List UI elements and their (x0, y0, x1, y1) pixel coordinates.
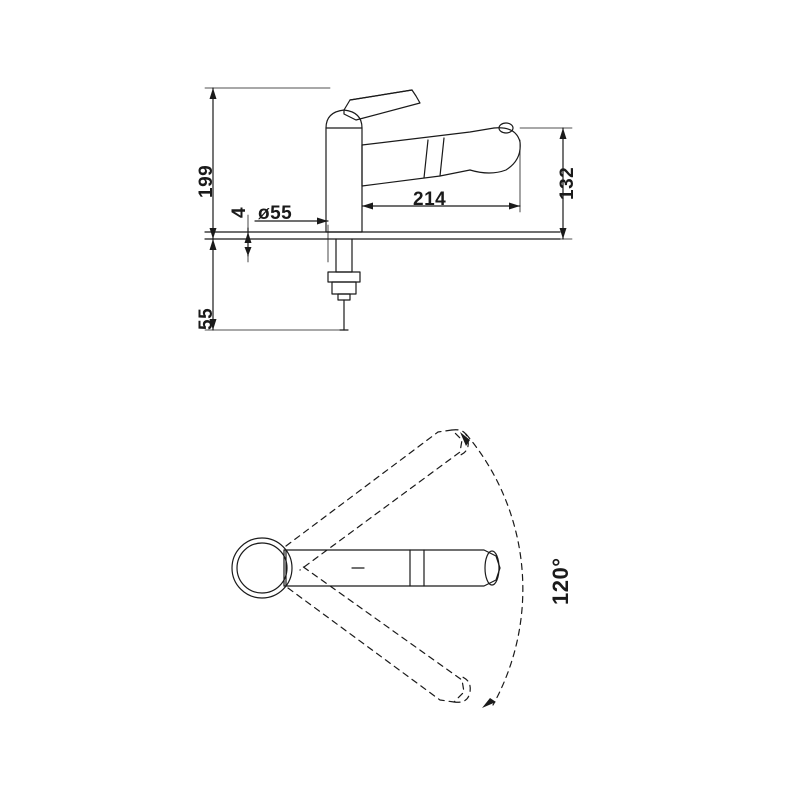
arrow-214-left (362, 203, 373, 210)
tap-shank (336, 239, 352, 272)
arrow-132-top (560, 128, 567, 139)
dim-label-height-total: 199 (196, 164, 217, 198)
pullout-seam-b (440, 138, 444, 176)
ghost-spout-upper (286, 430, 462, 570)
plan-spout-outlet (485, 551, 499, 585)
spout-head (470, 128, 520, 173)
dim-label-tail-length: 55 (196, 307, 217, 330)
plan-body-ring-inner (237, 543, 287, 593)
dim-label-swivel-angle: 120° (548, 557, 573, 605)
plan-body-ring-outer (232, 538, 292, 598)
arrow-199-top (210, 88, 217, 99)
arrow-4-bottom (245, 247, 252, 256)
plan-spout-body (284, 550, 500, 586)
mounting-washer (328, 272, 360, 282)
dim-label-hole-diameter: ø55 (258, 203, 293, 224)
ghost-spout-positions (286, 430, 470, 703)
lever-handle-edge (350, 90, 412, 100)
pullout-seam-a (424, 140, 428, 178)
spout-bottom-edge (362, 170, 470, 186)
arrow-199-bottom (210, 228, 217, 239)
arrow-55-top (210, 239, 217, 250)
top-plan-view (232, 430, 523, 708)
dim-label-spout-height: 132 (557, 166, 578, 200)
arrow-214-right (509, 203, 520, 210)
swivel-arc (466, 434, 523, 705)
tap-body (326, 128, 362, 232)
ghost-spout-lower-head (454, 676, 470, 702)
dim-label-deck-thickness: 4 (229, 206, 250, 218)
arrow-4-top (245, 232, 252, 243)
dim-label-spout-reach: 214 (413, 189, 447, 210)
arrow-132-bottom (560, 228, 567, 239)
mounting-nut (332, 282, 356, 294)
shank-collar (338, 294, 350, 300)
